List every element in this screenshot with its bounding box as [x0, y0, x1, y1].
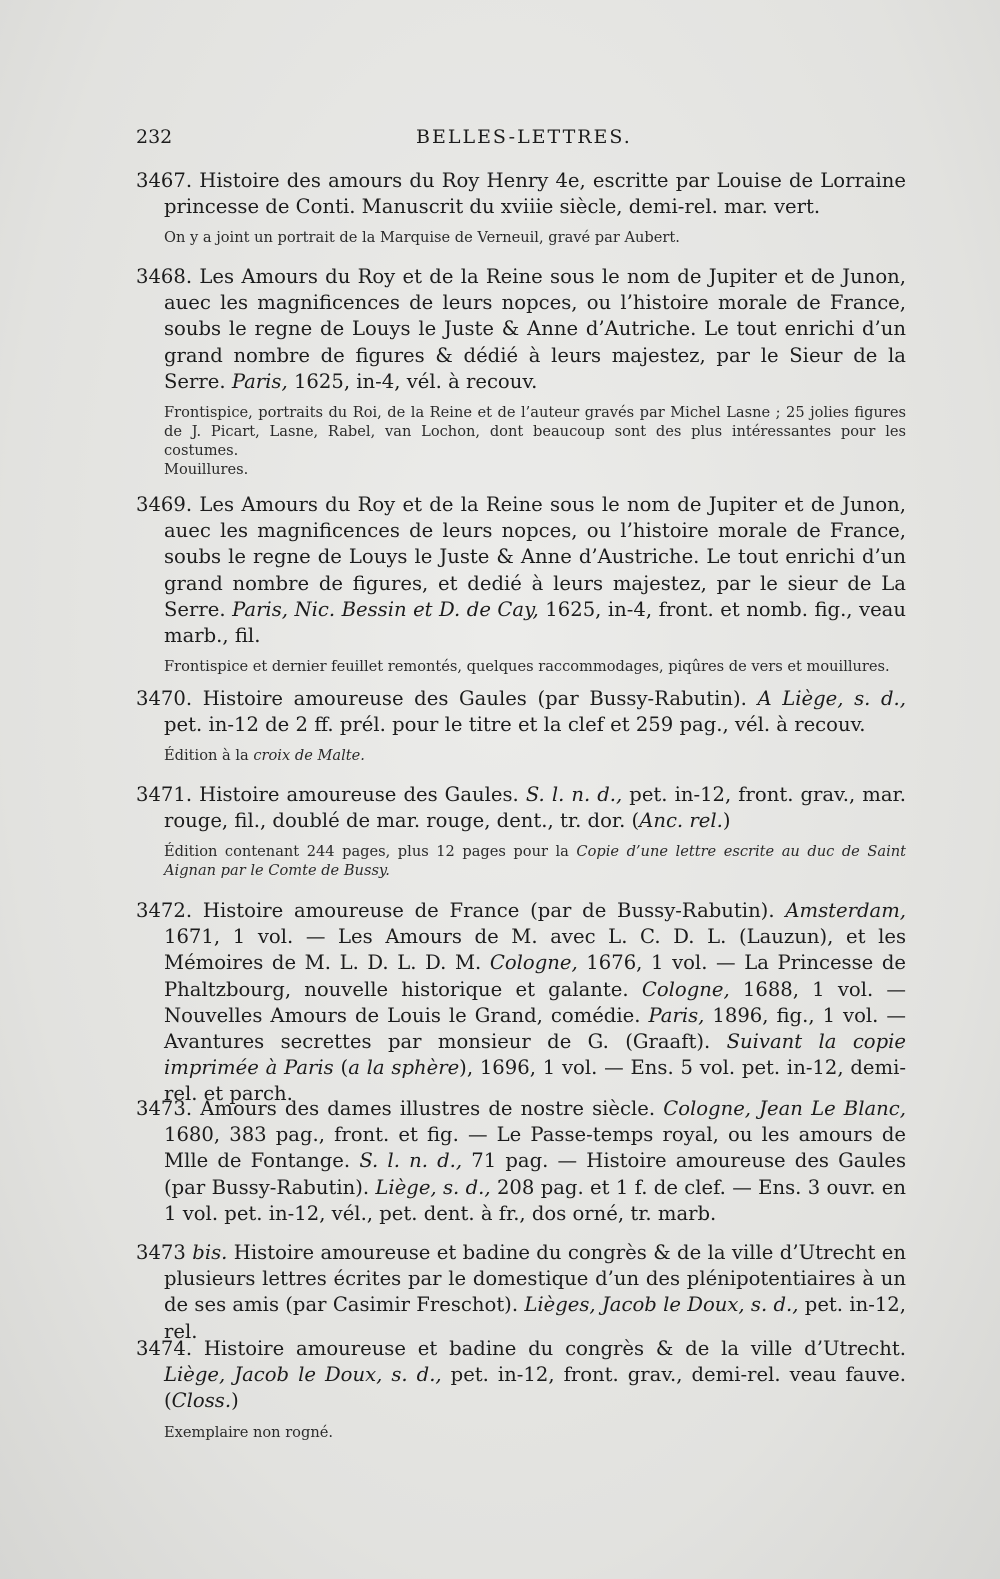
imprint-place: S. l. n. d.,: [525, 783, 623, 806]
entry-number: 3469.: [136, 493, 193, 516]
entry-note: Exemplaire non rogné.: [164, 1423, 333, 1441]
entry-note: Édition contenant 244 pages, plus 12 pages pour la Copie d’une lettre escrite au duc de Saint Aignan par le Comte de Bussy.: [164, 843, 906, 880]
entry-3469: [136, 492, 906, 676]
entry-3470: [136, 686, 906, 765]
entry-number: 3471.: [136, 783, 193, 806]
running-head: BELLES-LETTRES.: [416, 126, 632, 148]
entry-text: Les Amours du Roy et de la Reine sous le nom de Jupiter et de Junon, auec les magnificences de leurs nopces, ou l’histoire morale de France, soubs le regne de Louys le Juste & Anne d’Autriche. Le tout enrichi d’un grand nombre de figures & dédié à leurs majestez, par le Sieur de la Serre.: [164, 265, 907, 393]
page-header: [136, 126, 906, 156]
entry-text: Histoire amoureuse des Gaules (par Bussy-Rabutin).: [202, 687, 747, 710]
entry-number: 3473.: [136, 1097, 193, 1120]
entry-3471: 3471. Histoire amoureuse des Gaules. S. l. n. d., pet. in-12, front. grav., mar. rouge, fil., doublé de mar. rouge, dent., tr. dor. (Anc. rel.) Édition contenant 244 pages, plus 12 pages pour la Copie d’une lettre escrite au duc de Saint Aignan par le Comte de Bussy.: [136, 783, 906, 880]
entry-text: Histoire amoureuse des Gaules.: [199, 783, 519, 806]
entry-3473: 3473. Amours des dames illustres de nostre siècle. Cologne, Jean Le Blanc, 1680, 383 pag., front. et fig. — Le Passe-temps royal, ou les amours de Mlle de Fontange. S. l. n. d., 71 pag. — Histoire amoureuse des Gaules (par Bussy-Rabutin). Liège, s. d., 208 pag. et 1 f. de clef. — Ens. 3 ouvr. en 1 vol. pet. in-12, vél., pet. dent. à fr., dos orné, tr. marb.: [136, 1097, 907, 1225]
entry-text-tail: 1625, in-4, vél. à recouv.: [293, 369, 538, 393]
entry-text: Histoire des amours du Roy Henry 4e, escritte par Louise de Lorraine princesse de Conti. Manuscrit du xviiie siècle, demi-rel. mar. vert.: [164, 169, 907, 219]
entry-note: Mouillures.: [164, 461, 249, 479]
page-number: 232: [136, 126, 173, 148]
entry-3468: [136, 264, 906, 479]
entry-number: 3468.: [136, 265, 193, 288]
entry-text-tail: pet. in-12 de 2 ff. prél. pour le titre et la clef et 259 pag., vél. à recouv.: [164, 713, 866, 737]
entry-number: 3467.: [136, 169, 193, 192]
entry-text: Les Amours du Roy et de la Reine sous le nom de Jupiter et de Junon, auec les magnificences de leurs nopces, ou l’histoire morale de France, soubs le regne de Louys le Juste & Anne d’Austriche. Le tout enrichi d’un grand nombre de figures, et dedié à leurs majestez, par le sieur de La Serre.: [164, 493, 907, 621]
imprint-place: A Liège, s. d.,: [757, 687, 907, 710]
entry-note: Édition à la croix de Malte.: [164, 747, 365, 765]
entry-text-tail: 1625, in-4, front. et nomb. fig., veau marb., fil.: [164, 597, 906, 648]
entry-3473-bis: 3473 bis. Histoire amoureuse et badine du congrès & de la ville d’Utrecht en plusieurs lettres écrites par le domestique d’un des plénipotentiaires à un de ses amis (par Casimir Freschot). Lièges, Jacob le Doux, s. d., pet. in-12, rel.: [136, 1241, 906, 1343]
imprint-place: Paris, Nic. Bessin et D. de Cay,: [232, 597, 539, 621]
entry-3467: [136, 168, 906, 247]
imprint-place: Paris,: [231, 369, 288, 393]
entry-note: Frontispice et dernier feuillet remontés, quelques raccommodages, piqûres de vers et mouillures.: [164, 658, 890, 676]
entry-number: 3474.: [136, 1337, 193, 1360]
entry-number: 3473: [136, 1241, 186, 1264]
binding-note: Anc. rel.: [639, 809, 723, 833]
entry-note: On y a joint un portrait de la Marquise de Verneuil, gravé par Aubert.: [164, 229, 680, 247]
entry-3474: 3474. Histoire amoureuse et badine du congrès & de la ville d’Utrecht. Liège, Jacob le Doux, s. d., pet. in-12, front. grav., demi-rel. veau fauve. (Closs.) Exemplaire non rogné.: [136, 1337, 906, 1441]
entry-3472: 3472. Histoire amoureuse de France (par de Bussy-Rabutin). Amsterdam, 1671, 1 vol. — Les Amours de M. avec L. C. D. L. (Lauzun), et les Mémoires de M. L. D. L. D. M. Cologne, 1676, 1 vol. — La Princesse de Phaltzbourg, nouvelle historique et galante. Cologne, 1688, 1 vol. — Nouvelles Amours de Louis le Grand, comédie. Paris, 1896, fig., 1 vol. — Avantures secrettes par monsieur de G. (Graaft). Suivant la copie imprimée à Paris (a la sphère), 1696, 1 vol. — Ens. 5 vol. pet. in-12, demi-rel. et parch.: [136, 899, 907, 1106]
entry-note: Frontispice, portraits du Roi, de la Reine et de l’auteur gravés par Michel Lasne ; 25 jolies figures de J. Picart, Lasne, Rabel, van Lochon, dont beaucoup sont des plus intéressantes pour les costumes.: [164, 404, 906, 460]
entry-number: 3472.: [136, 899, 193, 922]
entry-number: 3470.: [136, 687, 193, 710]
